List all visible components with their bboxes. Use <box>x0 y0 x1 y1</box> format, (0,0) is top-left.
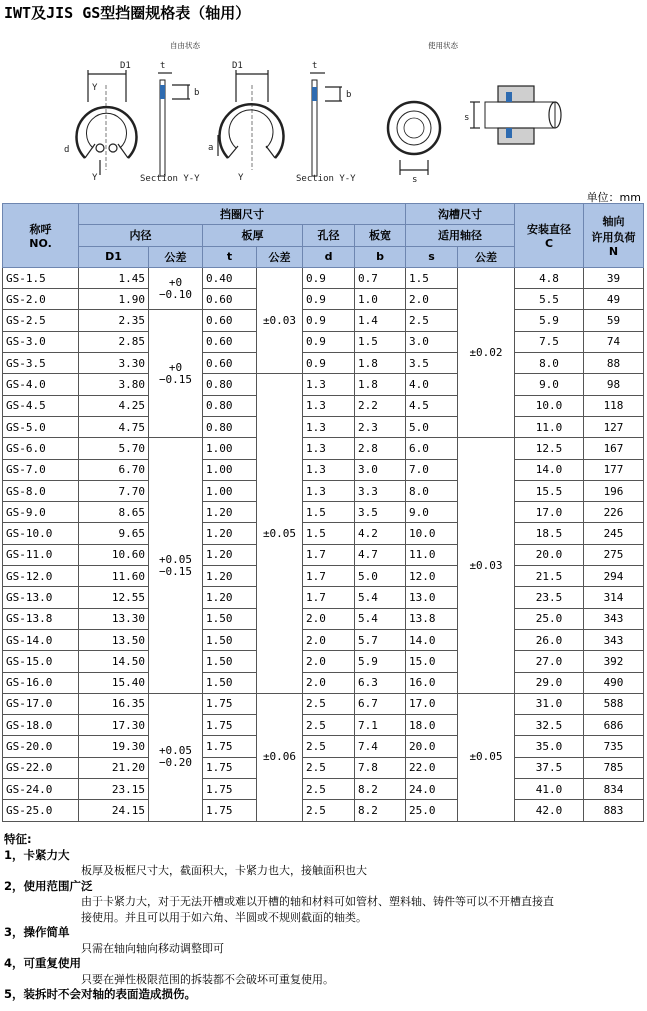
row-install: 17.0 <box>515 502 584 523</box>
row-load: 226 <box>584 502 644 523</box>
row-b: 8.2 <box>355 779 406 800</box>
row-install: 37.5 <box>515 757 584 778</box>
row-b: 0.7 <box>355 267 406 288</box>
row-b: 5.4 <box>355 587 406 608</box>
row-s: 8.0 <box>406 480 458 501</box>
row-name: GS-4.0 <box>3 374 79 395</box>
row-d: 2.5 <box>303 757 355 778</box>
row-load: 88 <box>584 353 644 374</box>
row-s-tol: ±0.03 <box>458 438 515 694</box>
row-d: 1.3 <box>303 480 355 501</box>
row-b: 1.0 <box>355 289 406 310</box>
row-load: 883 <box>584 800 644 821</box>
row-d: 2.0 <box>303 672 355 693</box>
row-d: 0.9 <box>303 353 355 374</box>
row-b: 1.5 <box>355 331 406 352</box>
row-d: 1.7 <box>303 566 355 587</box>
svg-text:Y: Y <box>92 83 98 93</box>
row-name: GS-5.0 <box>3 416 79 437</box>
row-t-tol: ±0.06 <box>257 693 303 821</box>
row-load: 127 <box>584 416 644 437</box>
row-install: 20.0 <box>515 544 584 565</box>
free-state-label: 自由状态 <box>170 41 200 50</box>
row-t: 0.40 <box>203 267 257 288</box>
row-t: 0.60 <box>203 331 257 352</box>
row-t: 0.80 <box>203 416 257 437</box>
row-load: 59 <box>584 310 644 331</box>
row-load: 177 <box>584 459 644 480</box>
row-d: 1.5 <box>303 523 355 544</box>
table-row <box>3 757 644 778</box>
row-name: GS-10.0 <box>3 523 79 544</box>
feature-heading: 2，使用范围广泛 <box>4 878 93 893</box>
row-d1-tol: +0 −0.10 <box>149 267 203 310</box>
row-b: 7.4 <box>355 736 406 757</box>
row-load: 196 <box>584 480 644 501</box>
row-d: 2.0 <box>303 608 355 629</box>
table-row <box>3 715 644 736</box>
row-load: 392 <box>584 651 644 672</box>
row-b: 1.8 <box>355 353 406 374</box>
page-title: IWT及JIS GS型挡圈规格表（轴用） <box>4 4 251 22</box>
row-b: 4.2 <box>355 523 406 544</box>
row-d: 1.3 <box>303 438 355 459</box>
row-d1: 5.70 <box>79 438 149 459</box>
row-t-tol: ±0.05 <box>257 374 303 693</box>
row-b: 3.3 <box>355 480 406 501</box>
row-d1: 1.90 <box>79 289 149 310</box>
row-b: 7.8 <box>355 757 406 778</box>
row-b: 5.9 <box>355 651 406 672</box>
row-name: GS-2.0 <box>3 289 79 310</box>
row-d1: 2.85 <box>79 331 149 352</box>
row-d: 2.5 <box>303 693 355 714</box>
row-t: 1.20 <box>203 544 257 565</box>
row-s: 18.0 <box>406 715 458 736</box>
row-d1: 6.70 <box>79 459 149 480</box>
row-t: 1.75 <box>203 736 257 757</box>
spec-table: 称呼 NO. 挡圈尺寸 沟槽尺寸 安装直径 C 轴向 许用负荷 N 内径 板厚 孔径 板宽 适用轴径 D1 公差 t 公差 d b s 公差 GS-1.5 1.45 +0 −0.10 0.40 ±0.03 0.9 0.7 1.5 ±0.02 4.8 39 GS-2.0 1.90 0.60 0.9 1.0 2.0 5.5 49 GS-2.5 2.35 +0 −0.15 0.60 0.9 1.4 2.5 5.9 59 GS-3.0 2.85 0.60 0.9 1.5 3.0 7.5 74 GS-3.5 3.30 0.60 0.9 1.8 3.5 8.0 88 GS-4.0 3.80 0.80 ±0.05 1.3 1.8 4.0 9.0 98 GS-4.5 4.25 0.80 1.3 2.2 4.5 10.0 118 GS-5.0 4.75 0.80 1.3 2.3 5.0 11.0 127 GS-6.0 5.70 +0.05 −0.15 1.00 1.3 2.8 6.0 ±0.03 12.5 167 GS-7.0 6.70 1.00 1.3 3.0 7.0 14.0 177 GS-8.0 7.70 1.00 1.3 3.3 8.0 15.5 196 GS-9.0 8.65 1.20 1.5 3.5 9.0 17.0 226 GS-10.0 9.65 1.20 1.5 4.2 10.0 18.5 245 GS-11.0 10.60 1.20 1.7 4.7 11.0 20.0 275 GS-12.0 11.60 1.20 1.7 5.0 12.0 21.5 294 GS-13.0 12.55 1.20 1.7 5.4 13.0 23.5 314 GS-13.8 13.30 1.50 2.0 5.4 13.8 25.0 343 GS-14.0 13.50 1.50 2.0 5.7 14.0 26.0 343 GS-15.0 14.50 1.50 2.0 5.9 15.0 27.0 392 GS-16.0 15.40 1.50 2.0 6.3 16.0 29.0 490 GS-17.0 16.35 +0.05 −0.20 1.75 ±0.06 2.5 6.7 17.0 ±0.05 31.0 588 GS-18.0 17.30 1.75 2.5 7.1 18.0 32.5 686 GS-20.0 19.30 1.75 2.5 7.4 20.0 35.0 735 GS-22.0 21.20 1.75 2.5 7.8 22.0 37.5 785 GS-24.0 23.15 1.75 2.5 8.2 24.0 41.0 834 GS-25.0 24.15 1.75 2.5 8.2 25.0 42.0 883 <box>2 203 644 822</box>
row-t: 1.20 <box>203 587 257 608</box>
row-name: GS-17.0 <box>3 693 79 714</box>
feature-text: 由于卡紧力大，对于无法开槽或难以开槽的轴和材料可如管材、塑料轴、铸件等可以不开槽直接直 <box>81 895 554 908</box>
row-t: 0.60 <box>203 353 257 374</box>
row-s: 7.0 <box>406 459 458 480</box>
row-load: 74 <box>584 331 644 352</box>
svg-text:t: t <box>312 61 318 71</box>
table-row <box>3 289 644 310</box>
row-install: 25.0 <box>515 608 584 629</box>
table-row <box>3 310 644 331</box>
row-t: 1.75 <box>203 715 257 736</box>
row-d1: 21.20 <box>79 757 149 778</box>
row-load: 167 <box>584 438 644 459</box>
row-install: 15.5 <box>515 480 584 501</box>
row-d1: 17.30 <box>79 715 149 736</box>
row-b: 2.8 <box>355 438 406 459</box>
row-load: 294 <box>584 566 644 587</box>
row-d1: 14.50 <box>79 651 149 672</box>
feature-text: 板厚及板框尺寸大，截面积大，卡紧力也大，接触面积也大 <box>81 864 367 877</box>
row-load: 588 <box>584 693 644 714</box>
row-b: 5.7 <box>355 629 406 650</box>
row-d: 1.3 <box>303 459 355 480</box>
row-name: GS-13.8 <box>3 608 79 629</box>
row-s: 22.0 <box>406 757 458 778</box>
row-name: GS-15.0 <box>3 651 79 672</box>
row-load: 275 <box>584 544 644 565</box>
row-s-tol: ±0.05 <box>458 693 515 821</box>
row-d: 2.0 <box>303 629 355 650</box>
row-d: 2.5 <box>303 779 355 800</box>
svg-text:s: s <box>464 113 470 123</box>
row-load: 686 <box>584 715 644 736</box>
row-load: 118 <box>584 395 644 416</box>
row-install: 10.0 <box>515 395 584 416</box>
row-d1: 15.40 <box>79 672 149 693</box>
table-row <box>3 587 644 608</box>
row-d1-tol: +0.05 −0.15 <box>149 438 203 694</box>
row-d1: 13.50 <box>79 629 149 650</box>
table-row <box>3 693 644 714</box>
row-d1: 8.65 <box>79 502 149 523</box>
table-row <box>3 544 644 565</box>
spec-table-body <box>3 267 644 821</box>
row-d1: 13.30 <box>79 608 149 629</box>
svg-text:b: b <box>194 88 200 98</box>
row-d: 1.3 <box>303 395 355 416</box>
row-name: GS-11.0 <box>3 544 79 565</box>
row-t: 1.75 <box>203 779 257 800</box>
row-install: 21.5 <box>515 566 584 587</box>
row-t: 1.20 <box>203 502 257 523</box>
row-name: GS-12.0 <box>3 566 79 587</box>
row-name: GS-18.0 <box>3 715 79 736</box>
row-d1: 9.65 <box>79 523 149 544</box>
row-install: 41.0 <box>515 779 584 800</box>
row-s: 6.0 <box>406 438 458 459</box>
row-install: 14.0 <box>515 459 584 480</box>
table-row <box>3 395 644 416</box>
row-d: 0.9 <box>303 267 355 288</box>
row-name: GS-14.0 <box>3 629 79 650</box>
row-name: GS-22.0 <box>3 757 79 778</box>
row-t: 1.75 <box>203 800 257 821</box>
row-t: 1.75 <box>203 757 257 778</box>
row-install: 5.5 <box>515 289 584 310</box>
row-d: 1.7 <box>303 587 355 608</box>
row-t: 1.00 <box>203 438 257 459</box>
row-t: 0.80 <box>203 374 257 395</box>
row-s: 15.0 <box>406 651 458 672</box>
section-label-2: Section Y-Y <box>296 174 356 184</box>
label-d1: D1 <box>120 61 131 71</box>
row-s: 9.0 <box>406 502 458 523</box>
row-d: 1.5 <box>303 502 355 523</box>
row-s: 4.5 <box>406 395 458 416</box>
row-name: GS-8.0 <box>3 480 79 501</box>
table-row <box>3 502 644 523</box>
row-s: 2.0 <box>406 289 458 310</box>
row-name: GS-1.5 <box>3 267 79 288</box>
row-s: 2.5 <box>406 310 458 331</box>
row-b: 2.3 <box>355 416 406 437</box>
row-load: 490 <box>584 672 644 693</box>
row-t: 1.00 <box>203 459 257 480</box>
row-name: GS-13.0 <box>3 587 79 608</box>
row-s-tol: ±0.02 <box>458 267 515 437</box>
row-t: 1.50 <box>203 608 257 629</box>
row-load: 49 <box>584 289 644 310</box>
row-d1: 12.55 <box>79 587 149 608</box>
svg-text:t: t <box>160 61 166 71</box>
row-d1: 10.60 <box>79 544 149 565</box>
row-d: 2.5 <box>303 715 355 736</box>
row-b: 1.4 <box>355 310 406 331</box>
row-d: 0.9 <box>303 331 355 352</box>
table-row <box>3 779 644 800</box>
row-install: 8.0 <box>515 353 584 374</box>
row-t: 0.60 <box>203 289 257 310</box>
row-d1: 24.15 <box>79 800 149 821</box>
row-load: 343 <box>584 608 644 629</box>
row-b: 4.7 <box>355 544 406 565</box>
row-install: 23.5 <box>515 587 584 608</box>
row-d: 1.7 <box>303 544 355 565</box>
row-d1: 11.60 <box>79 566 149 587</box>
row-load: 245 <box>584 523 644 544</box>
section-label-1: Section Y-Y <box>140 174 200 184</box>
row-name: GS-9.0 <box>3 502 79 523</box>
row-d: 2.0 <box>303 651 355 672</box>
row-install: 42.0 <box>515 800 584 821</box>
row-t: 1.00 <box>203 480 257 501</box>
row-install: 9.0 <box>515 374 584 395</box>
row-b: 5.0 <box>355 566 406 587</box>
row-install: 18.5 <box>515 523 584 544</box>
row-s: 10.0 <box>406 523 458 544</box>
row-d1: 2.35 <box>79 310 149 331</box>
row-name: GS-24.0 <box>3 779 79 800</box>
row-s: 4.0 <box>406 374 458 395</box>
row-s: 1.5 <box>406 267 458 288</box>
row-install: 29.0 <box>515 672 584 693</box>
row-s: 3.0 <box>406 331 458 352</box>
row-s: 13.8 <box>406 608 458 629</box>
svg-text:D1: D1 <box>232 61 243 71</box>
row-b: 3.5 <box>355 502 406 523</box>
row-s: 13.0 <box>406 587 458 608</box>
row-d1: 19.30 <box>79 736 149 757</box>
row-t-tol: ±0.03 <box>257 267 303 373</box>
row-install: 12.5 <box>515 438 584 459</box>
row-name: GS-6.0 <box>3 438 79 459</box>
row-install: 32.5 <box>515 715 584 736</box>
row-d1-tol: +0 −0.15 <box>149 310 203 438</box>
feature-heading: 3，操作简单 <box>4 925 70 939</box>
row-b: 5.4 <box>355 608 406 629</box>
row-load: 98 <box>584 374 644 395</box>
row-load: 735 <box>584 736 644 757</box>
table-row <box>3 480 644 501</box>
row-t: 1.20 <box>203 523 257 544</box>
row-load: 39 <box>584 267 644 288</box>
row-t: 0.80 <box>203 395 257 416</box>
row-d1: 23.15 <box>79 779 149 800</box>
feature-heading: 1，卡紧力大 <box>4 847 70 862</box>
table-row <box>3 331 644 352</box>
row-b: 2.2 <box>355 395 406 416</box>
row-b: 7.1 <box>355 715 406 736</box>
row-d1: 4.25 <box>79 395 149 416</box>
table-row <box>3 566 644 587</box>
row-s: 5.0 <box>406 416 458 437</box>
row-b: 6.7 <box>355 693 406 714</box>
table-row <box>3 672 644 693</box>
row-s: 14.0 <box>406 629 458 650</box>
feature-text: 只需在轴向轴向移动调整即可 <box>81 941 224 955</box>
features-section: 特征: 1，卡紧力大 板厚及板框尺寸大，截面积大，卡紧力也大，接触面积也大 2，使用范围广泛 由于卡紧力大，对于无法开槽或难以开槽的轴和材料可如管材、塑料轴、铸件等可以不开槽直接直 接使用。并且可以用于如六角、半圆或不规则截面的轴类。 3，操作简单 只需在轴向轴向移动调整即可 4，可重复使用 只要在弹性极限范围的拆装都不会破坏可重复使用。 5，装拆时不会对轴的表面造成损伤。 <box>4 832 644 1003</box>
row-name: GS-2.5 <box>3 310 79 331</box>
table-row <box>3 736 644 757</box>
row-t: 1.50 <box>203 651 257 672</box>
row-s: 17.0 <box>406 693 458 714</box>
row-t: 1.75 <box>203 693 257 714</box>
row-d: 2.5 <box>303 800 355 821</box>
feature-text: 只要在弹性极限范围的拆装都不会破坏可重复使用。 <box>81 972 334 986</box>
row-load: 834 <box>584 779 644 800</box>
svg-text:d: d <box>64 145 70 155</box>
table-row <box>3 438 644 459</box>
ring-diagram <box>0 30 647 190</box>
table-row <box>3 459 644 480</box>
row-name: GS-3.5 <box>3 353 79 374</box>
header-name: 称呼 NO. <box>3 204 79 268</box>
row-s: 25.0 <box>406 800 458 821</box>
row-d: 2.5 <box>303 736 355 757</box>
row-d1: 7.70 <box>79 480 149 501</box>
row-name: GS-7.0 <box>3 459 79 480</box>
row-name: GS-25.0 <box>3 800 79 821</box>
feature-text: 接使用。并且可以用于如六角、半圆或不规则截面的轴类。 <box>81 910 367 924</box>
row-name: GS-3.0 <box>3 331 79 352</box>
row-d1: 3.30 <box>79 353 149 374</box>
row-name: GS-16.0 <box>3 672 79 693</box>
row-install: 7.5 <box>515 331 584 352</box>
row-d1: 4.75 <box>79 416 149 437</box>
row-install: 35.0 <box>515 736 584 757</box>
table-row <box>3 267 644 288</box>
row-b: 8.2 <box>355 800 406 821</box>
row-d: 1.3 <box>303 416 355 437</box>
table-row <box>3 353 644 374</box>
row-install: 26.0 <box>515 629 584 650</box>
table-row <box>3 651 644 672</box>
unit-label: 单位：mm <box>586 191 641 204</box>
row-d: 0.9 <box>303 289 355 310</box>
table-row <box>3 629 644 650</box>
row-t: 1.50 <box>203 672 257 693</box>
row-name: GS-20.0 <box>3 736 79 757</box>
row-s: 24.0 <box>406 779 458 800</box>
use-state-label: 使用状态 <box>428 41 458 50</box>
row-d: 0.9 <box>303 310 355 331</box>
row-t: 1.20 <box>203 566 257 587</box>
row-s: 20.0 <box>406 736 458 757</box>
svg-text:Y: Y <box>238 173 244 183</box>
svg-text:b: b <box>346 90 352 100</box>
row-s: 16.0 <box>406 672 458 693</box>
row-d1-tol: +0.05 −0.20 <box>149 693 203 821</box>
table-row <box>3 416 644 437</box>
row-load: 785 <box>584 757 644 778</box>
svg-text:s: s <box>412 175 418 185</box>
table-row <box>3 608 644 629</box>
row-install: 5.9 <box>515 310 584 331</box>
row-b: 1.8 <box>355 374 406 395</box>
row-b: 3.0 <box>355 459 406 480</box>
svg-text:Y: Y <box>92 173 98 183</box>
row-t: 1.50 <box>203 629 257 650</box>
row-load: 314 <box>584 587 644 608</box>
row-install: 4.8 <box>515 267 584 288</box>
row-d1: 16.35 <box>79 693 149 714</box>
row-install: 31.0 <box>515 693 584 714</box>
row-load: 343 <box>584 629 644 650</box>
table-row <box>3 800 644 821</box>
table-row <box>3 374 644 395</box>
row-name: GS-4.5 <box>3 395 79 416</box>
feature-heading: 4，可重复使用 <box>4 956 82 970</box>
row-s: 12.0 <box>406 566 458 587</box>
row-s: 11.0 <box>406 544 458 565</box>
row-d1: 3.80 <box>79 374 149 395</box>
row-install: 11.0 <box>515 416 584 437</box>
row-install: 27.0 <box>515 651 584 672</box>
svg-text:a: a <box>208 143 214 153</box>
row-t: 0.60 <box>203 310 257 331</box>
feature-heading: 5，装拆时不会对轴的表面造成损伤。 <box>4 987 196 1001</box>
row-d: 1.3 <box>303 374 355 395</box>
table-row <box>3 523 644 544</box>
row-d1: 1.45 <box>79 267 149 288</box>
row-b: 6.3 <box>355 672 406 693</box>
row-s: 3.5 <box>406 353 458 374</box>
